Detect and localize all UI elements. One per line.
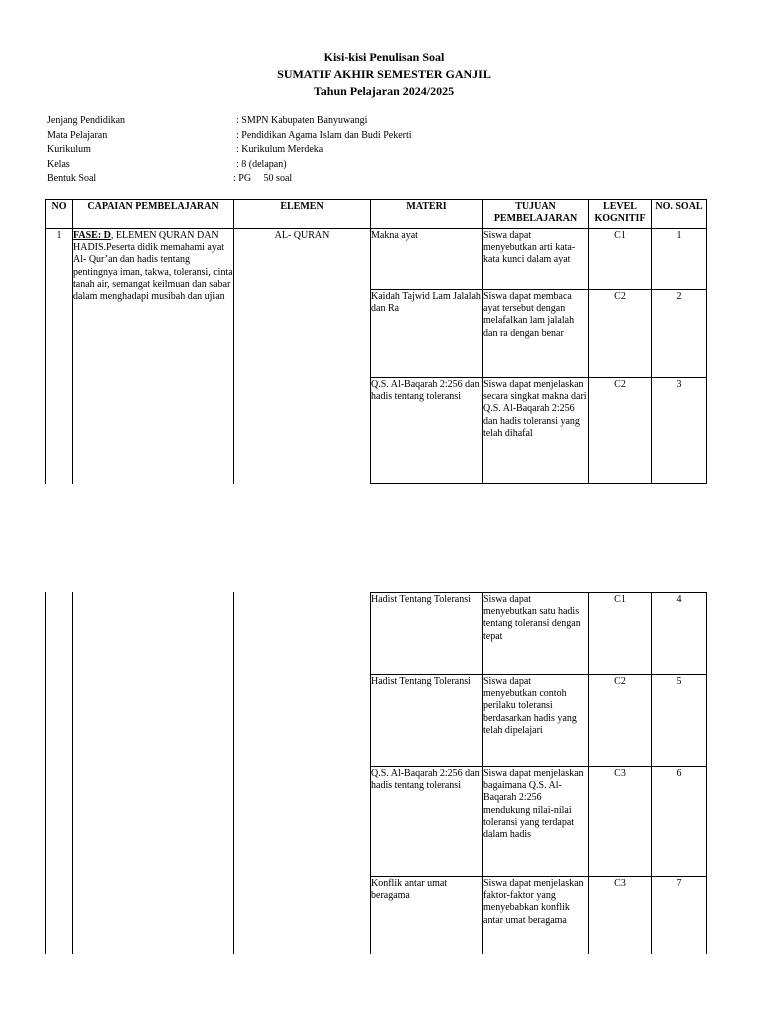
tujuan-cell: Siswa dapat menyebutkan satu hadis tentang toleransi dengan tepat [483, 594, 581, 642]
materi-cell: Hadist Tentang Toleransi [371, 676, 471, 687]
header-tujuan-line2: PEMBELAJARAN [493, 213, 578, 225]
level-cell: C3 [614, 768, 626, 779]
tujuan-cell: Siswa dapat menjelaskan bagaimana Q.S. Al-Baqarah 2:256 mendukung nilai-nilai toleransi yang terdapat dalam hadis [483, 768, 584, 841]
header-level [589, 201, 651, 225]
no-soal-cell: 4 [676, 594, 682, 605]
no-soal-cell: 3 [676, 379, 682, 390]
table-border [370, 483, 707, 484]
table-border [370, 289, 707, 290]
header-level-line2: KOGNITIF [594, 213, 646, 225]
no-soal-cell: 2 [676, 291, 682, 302]
document-subtitle: SUMATIF AKHIR SEMESTER GANJIL [277, 67, 491, 81]
document-title: Kisi-kisi Penulisan Soal [323, 50, 445, 64]
info-label: Mata Pelajaran [47, 129, 108, 141]
materi-cell: Q.S. Al-Baqarah 2:256 dan hadis tentang toleransi [371, 768, 480, 792]
no-soal-cell: 1 [676, 230, 682, 241]
info-label: Kelas [47, 158, 70, 170]
header-tujuan-line1: TUJUAN [515, 201, 556, 212]
no-soal-cell: 6 [676, 768, 682, 779]
info-label: Jenjang Pendidikan [47, 115, 126, 126]
table-border [370, 674, 707, 675]
header-level-line1: LEVEL [603, 201, 637, 212]
header-capaian: CAPAIAN PEMBELAJARAN [87, 201, 219, 212]
materi-cell: Kaidah Tajwid Lam Jalalah dan Ra [371, 291, 481, 315]
no-soal-cell: 7 [676, 878, 682, 889]
materi-cell: Konflik antar umat beragama [371, 878, 448, 902]
info-value: : 8 (delapan) [236, 158, 287, 170]
table-border [370, 592, 707, 593]
level-cell: C3 [614, 878, 626, 889]
level-cell: C2 [614, 291, 626, 302]
table-border [72, 592, 73, 954]
tujuan-cell: Siswa dapat membaca ayat tersebut dengan melafalkan lam jalalah dan ra dengan benar [483, 291, 575, 339]
header-no-soal: NO. SOAL [655, 201, 703, 212]
tujuan-cell: Siswa dapat menjelaskan faktor-faktor yang menyebabkan konflik antar umat beragama [483, 878, 584, 926]
table-border [45, 199, 707, 200]
header-elemen: ELEMEN [280, 201, 324, 212]
table-border [706, 592, 707, 954]
no-soal-cell: 5 [676, 676, 682, 687]
info-value: : PG 50 soal [233, 173, 293, 184]
materi-cell: Q.S. Al-Baqarah 2:256 dan hadis tentang toleransi [371, 379, 480, 403]
level-cell: C2 [614, 379, 626, 390]
capaian-pembelajaran [73, 230, 233, 303]
table-border [370, 766, 707, 767]
row-number: 1 [56, 230, 62, 241]
materi-cell: Hadist Tentang Toleransi [371, 594, 471, 605]
info-label: Bentuk Soal [47, 173, 97, 184]
level-cell: C1 [614, 230, 626, 241]
level-cell: C1 [614, 594, 626, 605]
header-materi: MATERI [406, 201, 447, 212]
info-value: : Pendidikan Agama Islam dan Budi Pekerti [236, 129, 412, 141]
materi-cell: Makna ayat [371, 230, 418, 241]
header-no: NO [51, 201, 67, 212]
header-tujuan [483, 201, 588, 225]
fase-label: FASE: D [73, 230, 111, 241]
capaian-text: , ELEMEN QURAN DAN HADIS.Peserta didik memahami ayat Al- Qur’an dan hadis tentang pentingnya iman, takwa, toleransi, cinta tanah air, semangat keilmuan dan sabar dalam menghadapi musibah dan ujian [73, 230, 233, 303]
tujuan-cell: Siswa dapat menyebutkan contoh perilaku toleransi berdasarkan hadis yang telah dipelajari [483, 676, 577, 736]
document-year: Tahun Pelajaran 2024/2025 [313, 84, 455, 98]
table-border [370, 377, 707, 378]
level-cell: C2 [614, 676, 626, 687]
info-value: : Kurikulum Merdeka [236, 144, 324, 155]
table-border [706, 199, 707, 484]
table-border [370, 876, 707, 877]
elemen-value: AL- QURAN [274, 230, 330, 241]
tujuan-cell: Siswa dapat menyebutkan arti kata-kata kunci dalam ayat [483, 230, 576, 266]
info-value: : SMPN Kabupaten Banyuwangi [236, 115, 368, 126]
table-border [45, 228, 707, 229]
info-label: Kurikulum [47, 144, 91, 155]
table-border [45, 592, 46, 954]
tujuan-cell: Siswa dapat menjelaskan secara singkat makna dari Q.S. Al-Baqarah 2:256 dan hadis toleransi yang telah dihafal [483, 379, 587, 439]
table-border [233, 592, 234, 954]
